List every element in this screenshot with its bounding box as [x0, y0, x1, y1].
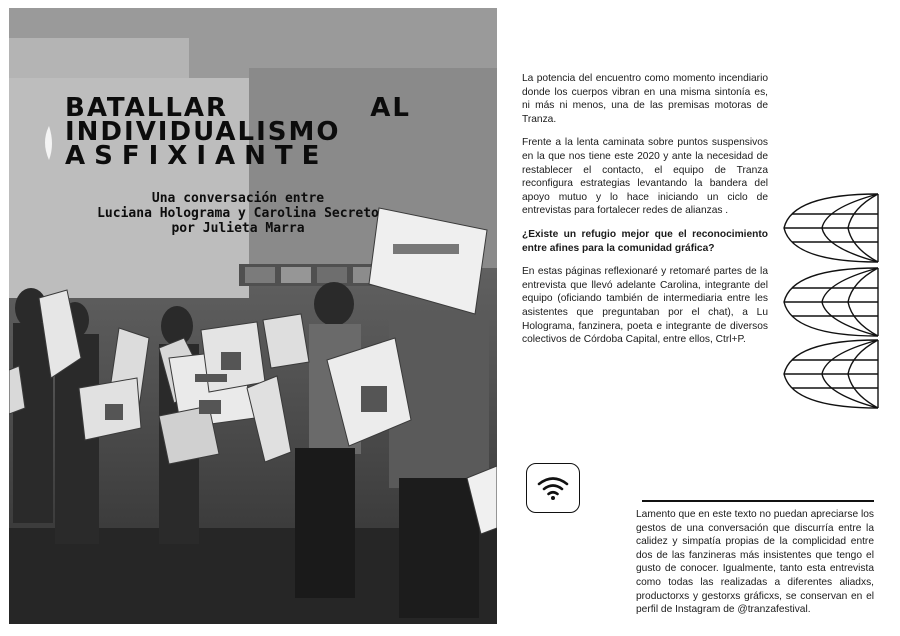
title-line-3: ASFIXIANTE — [65, 141, 329, 171]
byline-line-3: por Julieta Marra — [171, 221, 305, 236]
article-body — [522, 72, 768, 357]
byline — [65, 191, 411, 236]
closing-note-text: Lamento que en este texto no puedan apreciarse los gestos de una conversación que discurría entre la calidez y simpatía propias de la complicidad entre dos de las fanzineras más insistentes que tengo el gusto de conocer. Igualmente, tanto esta entrevista como todas las realizadas a diferentes aliadxs, productorxs y gestorxs gráficxs, se conservan en el perfil de Instagram de @tranzafestival. — [636, 509, 874, 616]
title-word-batallar: BATALLAR — [65, 93, 229, 123]
article-title — [65, 93, 411, 171]
title-line-2: INDIVIDUALISMO — [65, 117, 341, 147]
paragraph-interview: En estas páginas reflexionaré y retomaré partes de la entrevista que llevó adelante Carolina, integrante del equipo (oficiando también de intermediaria entre les asistentes que preguntaban por el chat), a Lu Holograma, fanzinera, poeta e integrante de diversos colectivos de Córdoba Capital, entre ellos, Ctrl+P. — [522, 266, 768, 346]
closing-note — [636, 508, 874, 617]
paragraph-intro: La potencia del encuentro como momento incendiario donde los cuerpos vibran en una misma sintonía es, ni más ni menos, una de las premisas motoras de Tranza. — [522, 73, 768, 125]
highlight-question: ¿Existe un refugio mejor que el reconocimiento entre afines para la comunidad gráfica? — [522, 228, 768, 254]
byline-line-2: Luciana Holograma y Carolina Secreto — [97, 206, 379, 221]
paragraph-context: Frente a la lenta caminata sobre puntos suspensivos en la que nos tiene este 2020 y ante la necesidad de restablecer el contacto, el equipo de Tranza reconfigura estrategias levantando la bandera del apoyo mutuo y lo hace iniciando un ciclo de entrevistas para fortalecer redes de alianzas . — [522, 137, 768, 217]
cover-photo — [9, 8, 497, 624]
globe-icon — [782, 192, 882, 410]
wifi-icon — [536, 475, 570, 501]
divider-line — [642, 500, 874, 502]
wifi-icon-box — [526, 463, 580, 513]
title-word-al: AL — [370, 93, 411, 123]
byline-line-1: Una conversación entre — [151, 191, 325, 206]
